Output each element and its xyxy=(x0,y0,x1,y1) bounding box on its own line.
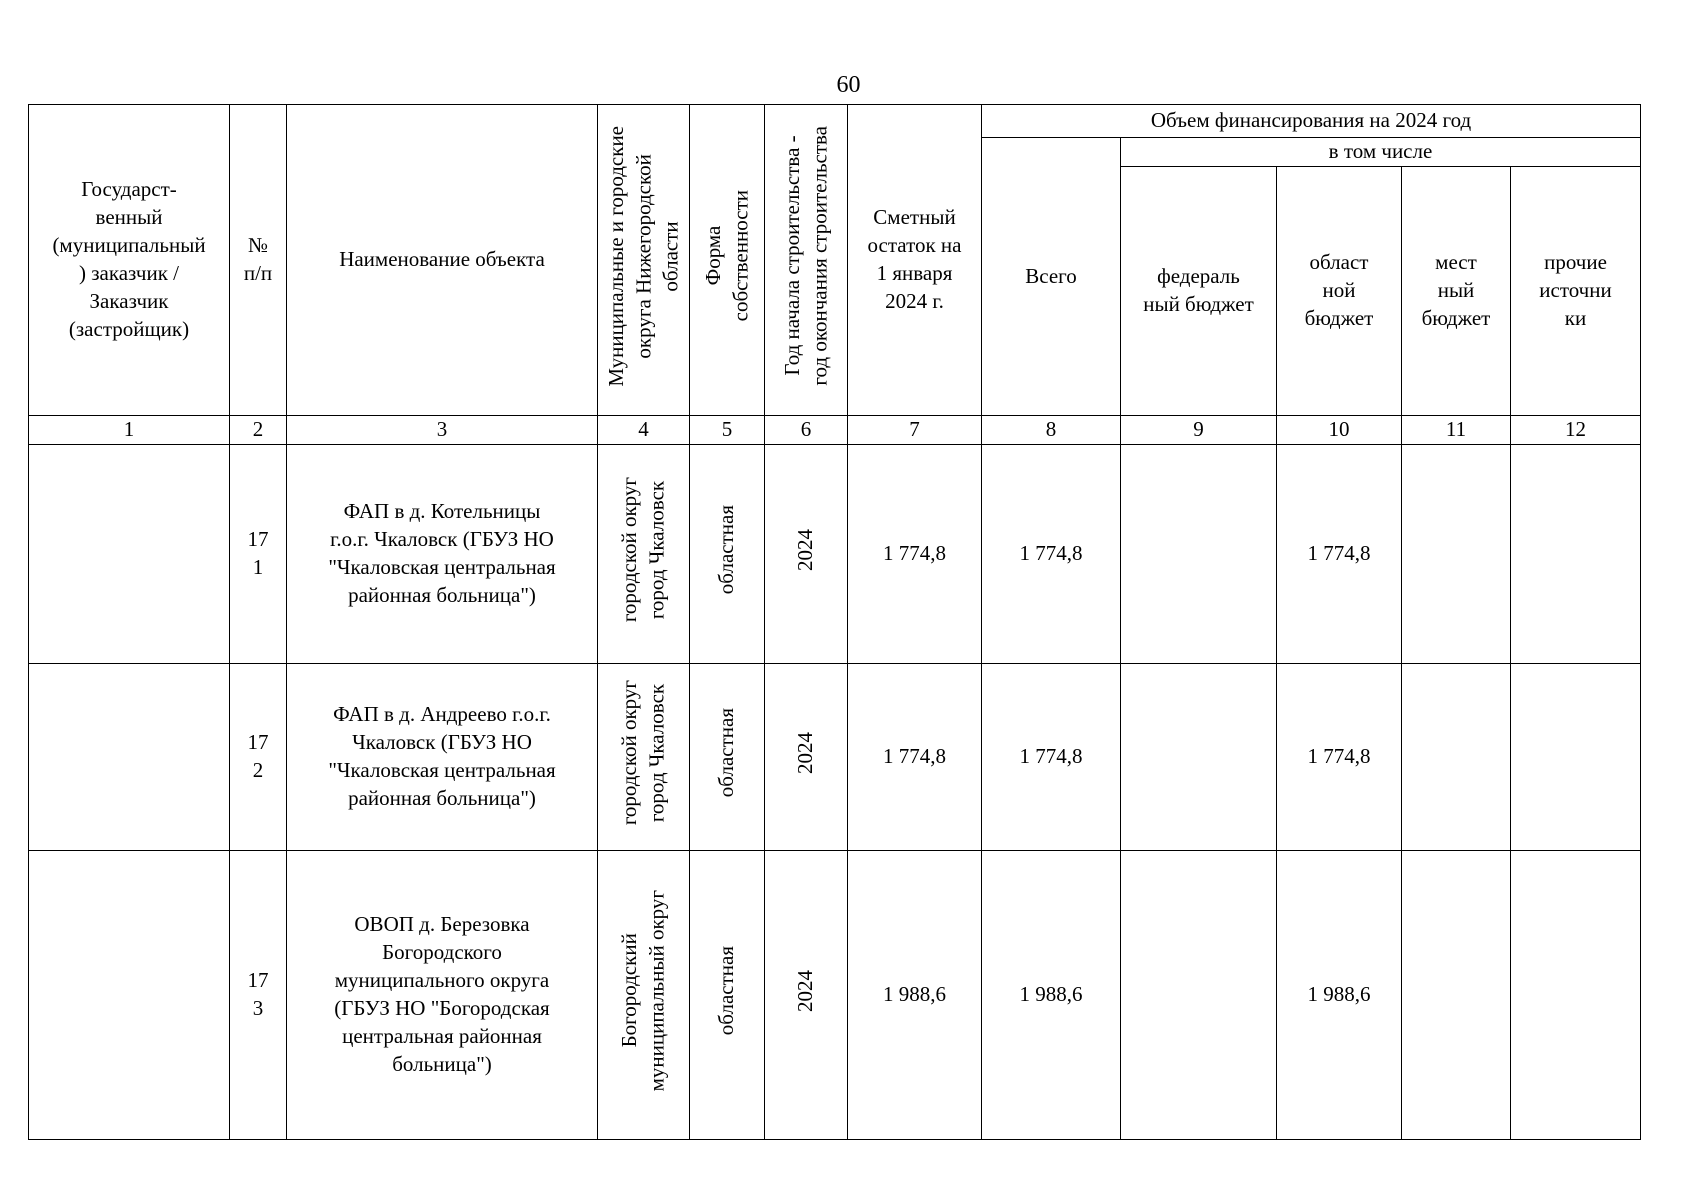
cell-years: 2024 xyxy=(765,444,848,663)
cell-estimate: 1 774,8 xyxy=(848,663,982,850)
cell-customer xyxy=(29,444,230,663)
cell-local xyxy=(1402,663,1511,850)
cell-object-name: ОВОП д. Березовка Богородского муниципального округа (ГБУЗ НО "Богородская центральная районная больница") xyxy=(287,850,598,1139)
cell-years: 2024 xyxy=(765,850,848,1139)
cell-ownership: областная xyxy=(690,663,765,850)
column-numbers-row xyxy=(29,416,1641,445)
cell-item-number: 17 2 xyxy=(230,663,287,850)
header-including: в том числе xyxy=(1121,138,1641,167)
cell-federal xyxy=(1121,850,1277,1139)
cell-other xyxy=(1511,444,1641,663)
header-row-top xyxy=(29,105,1641,138)
construction-financing-table xyxy=(28,104,1641,1140)
cell-total: 1 774,8 xyxy=(982,444,1121,663)
cell-total: 1 988,6 xyxy=(982,850,1121,1139)
header-total: Всего xyxy=(982,138,1121,416)
cell-district: Богородский муниципальный округ xyxy=(598,850,690,1139)
header-object-name: Наименование объекта xyxy=(287,105,598,416)
header-customer: Государст- венный (муниципальный ) заказчик / Заказчик (застройщик) xyxy=(29,105,230,416)
column-number: 9 xyxy=(1121,416,1277,445)
header-item-number: № п/п xyxy=(230,105,287,416)
column-number: 1 xyxy=(29,416,230,445)
cell-ownership: областная xyxy=(690,850,765,1139)
cell-customer xyxy=(29,850,230,1139)
cell-district: городской округ город Чкаловск xyxy=(598,444,690,663)
cell-regional: 1 988,6 xyxy=(1277,850,1402,1139)
header-districts: Муниципальные и городские округа Нижегородской области xyxy=(598,105,690,416)
cell-district: городской округ город Чкаловск xyxy=(598,663,690,850)
column-number: 7 xyxy=(848,416,982,445)
header-federal-budget: федераль ный бюджет xyxy=(1121,167,1277,416)
cell-regional: 1 774,8 xyxy=(1277,663,1402,850)
column-number: 8 xyxy=(982,416,1121,445)
table-row xyxy=(29,663,1641,850)
cell-ownership: областная xyxy=(690,444,765,663)
header-local-budget: мест ный бюджет xyxy=(1402,167,1511,416)
header-regional-budget: област ной бюджет xyxy=(1277,167,1402,416)
table-row xyxy=(29,444,1641,663)
header-other-sources: прочие источни ки xyxy=(1511,167,1641,416)
cell-years: 2024 xyxy=(765,663,848,850)
header-financing-title: Объем финансирования на 2024 год xyxy=(982,105,1641,138)
cell-regional: 1 774,8 xyxy=(1277,444,1402,663)
cell-item-number: 17 3 xyxy=(230,850,287,1139)
column-number: 10 xyxy=(1277,416,1402,445)
cell-federal xyxy=(1121,663,1277,850)
column-number: 2 xyxy=(230,416,287,445)
table-row xyxy=(29,850,1641,1139)
cell-local xyxy=(1402,850,1511,1139)
header-estimate-balance: Сметный остаток на 1 января 2024 г. xyxy=(848,105,982,416)
cell-item-number: 17 1 xyxy=(230,444,287,663)
header-construction-years: Год начала строительства - год окончания строительства xyxy=(765,105,848,416)
column-number: 12 xyxy=(1511,416,1641,445)
cell-total: 1 774,8 xyxy=(982,663,1121,850)
cell-local xyxy=(1402,444,1511,663)
column-number: 4 xyxy=(598,416,690,445)
column-number: 6 xyxy=(765,416,848,445)
cell-estimate: 1 988,6 xyxy=(848,850,982,1139)
column-number: 3 xyxy=(287,416,598,445)
cell-other xyxy=(1511,850,1641,1139)
cell-estimate: 1 774,8 xyxy=(848,444,982,663)
cell-object-name: ФАП в д. Котельницы г.о.г. Чкаловск (ГБУЗ НО "Чкаловская центральная районная больница") xyxy=(287,444,598,663)
cell-other xyxy=(1511,663,1641,850)
cell-object-name: ФАП в д. Андреево г.о.г. Чкаловск (ГБУЗ НО "Чкаловская центральная районная больница") xyxy=(287,663,598,850)
column-number: 11 xyxy=(1402,416,1511,445)
cell-federal xyxy=(1121,444,1277,663)
header-ownership: Форма собственности xyxy=(690,105,765,416)
cell-customer xyxy=(29,663,230,850)
page-number: 60 xyxy=(836,72,861,98)
column-number: 5 xyxy=(690,416,765,445)
